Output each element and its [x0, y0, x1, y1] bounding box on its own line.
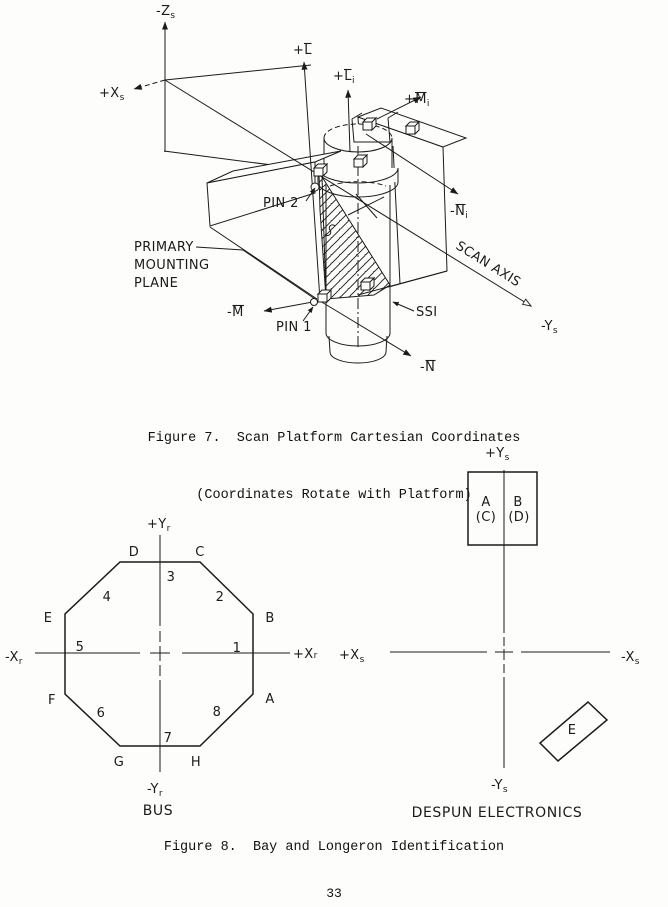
bay-8: 8 [212, 705, 222, 720]
neg-y-s-label: $-Y_s$ [541, 319, 558, 336]
primary-label: PRIMARY [134, 240, 194, 255]
pos-l-i-label: $+L_i$ [333, 69, 355, 86]
pin1-leader [303, 307, 313, 321]
longeron-e: E [43, 611, 53, 626]
neg-y-s-label: $-Y_s$ [491, 778, 508, 795]
bay-3: 3 [166, 570, 176, 585]
pos-x-r-label: +Xr [293, 647, 318, 662]
figure7-scan-platform-drawing [0, 0, 668, 385]
despun-bay-e: E [567, 723, 577, 738]
neg-x-s-label: $-X_s$ [621, 650, 640, 667]
pos-x-s-label: $+X_s$ [339, 648, 365, 665]
longeron-d: D [128, 545, 140, 560]
despun-title: DESPUN ELECTRONICS [411, 805, 583, 821]
neg-n-label: -N [420, 360, 436, 375]
neg-m-vector [264, 301, 318, 311]
longeron-h: H [190, 755, 202, 770]
longeron-b: B [265, 611, 275, 626]
bus-diagram [5, 517, 318, 819]
bay-4: 4 [102, 590, 112, 605]
neg-n-i-label: $-N_i$ [450, 204, 468, 221]
neg-m-label: -M [227, 305, 244, 320]
bay-6: 6 [96, 706, 106, 721]
despun-diagram [339, 446, 640, 821]
despun-bay-d: (D) [508, 510, 530, 525]
ssi-leader [393, 302, 414, 311]
pos-y-s-label: $+Y_s$ [485, 446, 510, 463]
pin1-pin [311, 299, 318, 306]
wedge-edge [243, 250, 318, 301]
bus-axes [35, 535, 290, 772]
longeron-c: C [195, 545, 205, 560]
longeron-letters [44, 545, 275, 770]
pos-m-i-label: $+M_i$ [404, 92, 430, 109]
bus-octagon [65, 562, 253, 746]
ssi-label: SSI [416, 305, 438, 320]
despun-axes [390, 470, 610, 768]
despun-bay-a: A [481, 495, 491, 510]
figure7-caption-line1: Figure 7. Scan Platform Cartesian Coordinates [147, 431, 521, 446]
neg-y-r-label: $-Y_r$ [147, 782, 163, 799]
bay-2: 2 [215, 590, 225, 605]
cylinder-base-arc [330, 352, 386, 363]
bay-5: 5 [75, 640, 85, 655]
bus-title: BUS [142, 803, 174, 819]
neg-z-s-label: $-Z_s$ [156, 4, 176, 21]
pos-x-s-label: $+X_s$ [99, 86, 125, 103]
pin2-label: PIN 2 [263, 196, 299, 211]
mounting-label: MOUNTING [134, 258, 210, 273]
figure8-caption: Figure 8. Bay and Longeron Identification [163, 840, 505, 855]
pin2-pin [311, 183, 319, 191]
scan-axis-label: SCAN AXIS [452, 238, 524, 291]
neg-x-r-label: $-X_r$ [5, 650, 23, 667]
figure7-caption-line2: (Coordinates Rotate with Platform) [196, 488, 472, 503]
spacecraft-axes [134, 22, 311, 152]
page-number: 33 [326, 886, 342, 901]
longeron-f: F [48, 693, 56, 708]
bay-7: 7 [163, 731, 173, 746]
despun-bay-b: B [513, 495, 523, 510]
pos-x-axis [134, 80, 165, 89]
figure8-bay-longeron-diagram [0, 440, 668, 830]
bay-1: 1 [232, 641, 242, 656]
longeron-g: G [113, 755, 125, 770]
wedge-edge [210, 227, 317, 299]
pin1-label: PIN 1 [276, 320, 312, 335]
pos-y-r-label: $+Y_r$ [147, 517, 171, 534]
longeron-a: A [265, 692, 275, 707]
despun-bay-c: (C) [475, 510, 497, 525]
despun-ab-box [468, 472, 537, 545]
primary-plane-leader [196, 247, 243, 250]
pos-l-label: +L [293, 43, 312, 58]
y-axis-line [165, 65, 311, 80]
bay-numbers [76, 570, 242, 746]
plane-label: PLANE [134, 276, 179, 291]
